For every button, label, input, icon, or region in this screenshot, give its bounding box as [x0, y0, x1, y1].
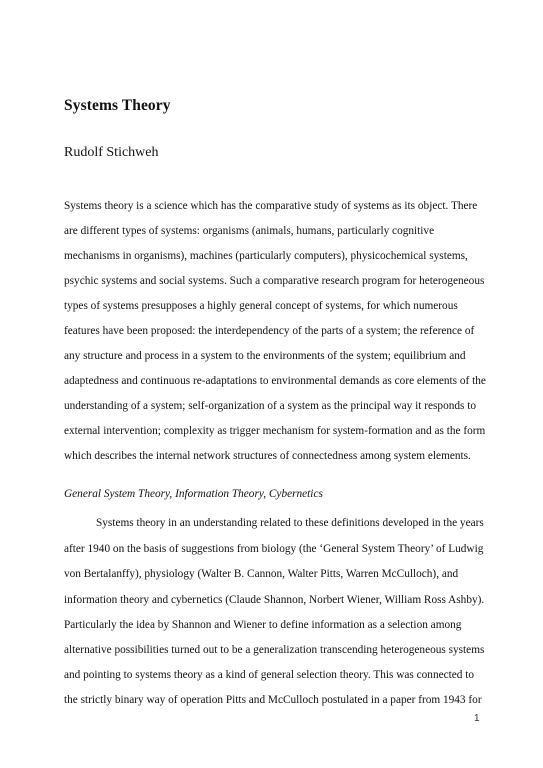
paragraph-line: any structure and process in a system to the environments of the system; equilibrium and [64, 350, 466, 362]
paragraph-line: mechanisms in organisms), machines (particularly computers), physicochemical systems, [64, 250, 468, 262]
paragraph-line: the strictly binary way of operation Pitts and McCulloch postulated in a paper from 1943 for [64, 694, 482, 706]
paragraph-line: are different types of systems: organisms (animals, humans, particularly cognitive [64, 225, 435, 237]
paragraph-line: information theory and cybernetics (Claude Shannon, Norbert Wiener, William Ross Ashby). [64, 594, 485, 606]
document-author: Rudolf Stichweh [64, 145, 159, 160]
paragraph-line: which describes the internal network structures of connectedness among system elements. [64, 450, 471, 462]
section-heading: General System Theory, Information Theory, Cybernetics [64, 488, 323, 500]
paragraph-line: and pointing to systems theory as a kind of general selection theory. This was connected to [64, 669, 475, 681]
paragraph-line: Systems theory is a science which has the comparative study of systems as its object. There [64, 200, 478, 212]
paragraph-line: external intervention; complexity as trigger mechanism for system-formation and as the form [64, 425, 486, 437]
paragraph-line: psychic systems and social systems. Such a comparative research program for heterogeneous [64, 275, 485, 287]
paragraph-line: understanding of a system; self-organization of a system as the principal way it responds to [64, 400, 477, 412]
paragraph-line: after 1940 on the basis of suggestions from biology (the ‘General System Theory’ of Ludwig [64, 543, 484, 555]
paragraph-line: von Bertalanffy), physiology (Walter B. Cannon, Walter Pitts, Warren McCulloch), and [64, 568, 459, 580]
paragraph-line: alternative possibilities turned out to be a generalization transcending heterogeneous systems [64, 644, 485, 656]
paragraph-line: adaptedness and continuous re-adaptations to environmental demands as core elements of the [64, 375, 486, 387]
document-title: Systems Theory [64, 97, 171, 114]
page-number: 1 [474, 713, 480, 724]
paragraph-line: Particularly the idea by Shannon and Wiener to define information as a selection among [64, 619, 462, 631]
paragraph-line: types of systems presupposes a highly general concept of systems, for which numerous [64, 300, 458, 312]
paragraph-line: Systems theory in an understanding related to these definitions developed in the years [96, 517, 484, 529]
paragraph-line: features have been proposed: the interdependency of the parts of a system; the reference of [64, 325, 475, 337]
